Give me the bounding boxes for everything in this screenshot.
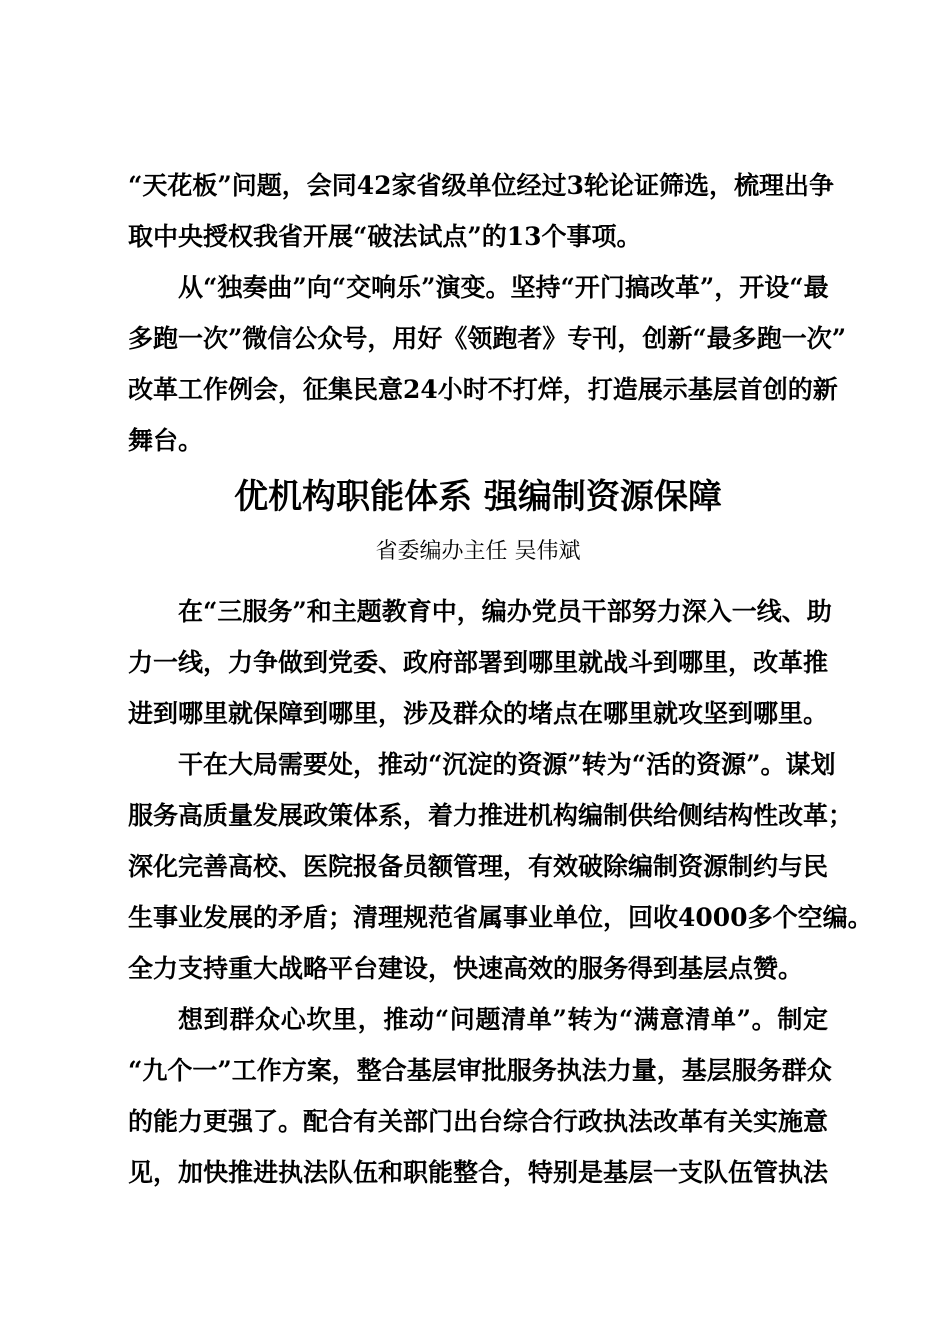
text-line: 力一线，力争做到党委、政府部署到哪里就战斗到哪里，改革推 (128, 648, 829, 677)
text-line: 多跑一次”微信公众号，用好《领跑者》专刊，创新“最多跑一次” (128, 324, 847, 353)
text-line: 干在大局需要处，推动“沉淀的资源”转为“活的资源”。谋划 (178, 750, 836, 779)
intro-paragraph-1 (128, 160, 834, 262)
text-line: 见，加快推进执法队伍和职能整合，特别是基层一支队伍管执法 (128, 1158, 829, 1187)
text-line: 全力支持重大战略平台建设，快速高效的服务得到基层点赞。 (128, 954, 804, 983)
text-line: 深化完善高校、医院报备员额管理，有效破除编制资源制约与民 (128, 852, 829, 881)
text-line: “九个一”工作方案，整合基层审批服务执法力量，基层服务群众 (128, 1056, 832, 1085)
text-line: 服务高质量发展政策体系，着力推进机构编制供给侧结构性改革； (128, 801, 854, 830)
text-line: 从“独奏曲”向“交响乐”演变。坚持“开门搞改革”，开设“最 (178, 273, 829, 302)
text-line: 取中央授权我省开展“破法试点”的13个事项。 (128, 222, 642, 251)
text-line: 的能力更强了。配合有关部门出台综合行政执法改革有关实施意 (128, 1107, 829, 1136)
article-paragraph-2 (128, 739, 873, 994)
article-paragraph-1 (128, 586, 832, 739)
text-line: 改革工作例会，征集民意24小时不打烊，打造展示基层首创的新 (128, 375, 838, 404)
text-line: 在“三服务”和主题教育中，编办党员干部努力深入一线、助 (178, 597, 832, 626)
intro-paragraph-2 (128, 262, 847, 466)
document-page (128, 160, 873, 1198)
text-line: 进到哪里就保障到哪里，涉及群众的堵点在哪里就攻坚到哪里。 (128, 699, 829, 728)
article-byline: 省委编办主任 吴伟斌 (375, 539, 581, 564)
text-line: 生事业发展的矛盾；清理规范省属事业单位，回收4000多个空编。 (128, 903, 873, 932)
article-title: 优机构职能体系 强编制资源保障 (234, 477, 722, 517)
text-line: 想到群众心坎里，推动“问题清单”转为“满意清单”。制定 (178, 1005, 828, 1034)
article-paragraph-3 (128, 994, 832, 1198)
text-line: 舞台。 (128, 426, 204, 455)
text-line: “天花板”问题，会同42家省级单位经过3轮论证筛选，梳理出争 (128, 171, 834, 200)
